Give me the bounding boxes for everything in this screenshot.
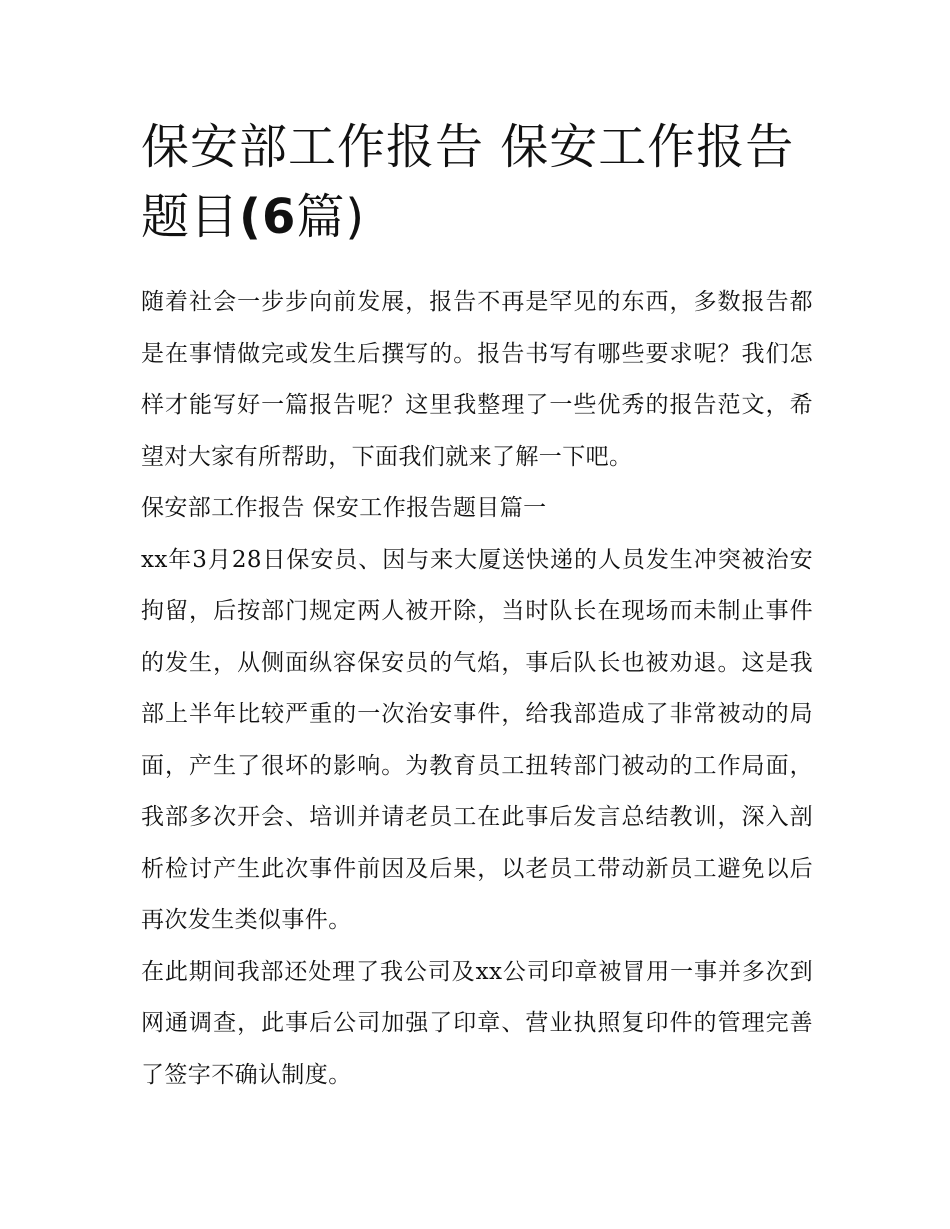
document-title: 保安部工作报告 保安工作报告题目(6篇): [141, 119, 795, 245]
intro-paragraph: 随着社会一步步向前发展，报告不再是罕见的东西，多数报告都是在事情做完或发生后撰写的。报告书写有哪些要求呢？我们怎样才能写好一篇报告呢？这里我整理了一些优秀的报告范文，希望对大家有所帮助，下面我们就来了解一下吧。: [141, 289, 813, 470]
body-paragraph: xx年3月28日保安员、因与来大厦送快递的人员发生冲突被治安拘留，后按部门规定两人被开除，当时队长在现场而未制止事件的发生，从侧面纵容保安员的气焰，事后队长也被劝退。这是我部上半年比较严重的一次治安事件，给我部造成了非常被动的局面，产生了很坏的影响。为教育员工扭转部门被动的工作局面，我部多次开会、培训并请老员工在此事后发言总结教训，深入剖析检讨产生此次事件前因及后果，以老员工带动新员工避免以后再次发生类似事件。: [141, 546, 813, 933]
body-paragraph: 在此期间我部还处理了我公司及xx公司印章被冒用一事并多次到网通调查，此事后公司加强了印章、营业执照复印件的管理完善了签字不确认制度。: [141, 958, 813, 1088]
document-body: [141, 277, 813, 1101]
document-page: [141, 112, 813, 1101]
section-heading: 保安部工作报告 保安工作报告题目篇一: [141, 495, 547, 521]
